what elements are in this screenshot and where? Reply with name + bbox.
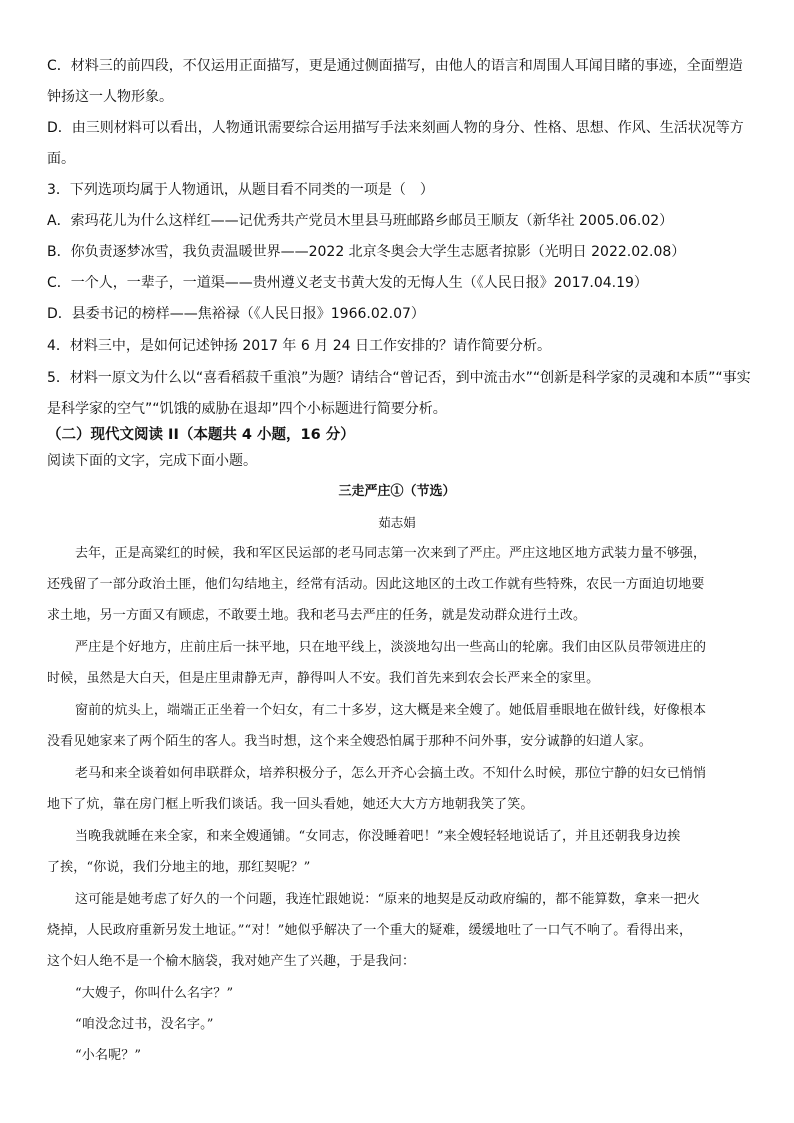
section-heading: （二）现代文阅读 II（本题共 4 小题，16 分） <box>47 427 355 443</box>
question-3-option-b: B．你负责逐梦冰雪，我负责温暖世界——2022 北京冬奥会大学生志愿者掠影（光明日 2022.02.08） <box>47 244 686 260</box>
paragraph-5-line-1: 当晚我就睡在来全家，和来全嫂通铺。“女同志，你没睡着吧！”来全嫂轻轻地说话了，并且还朝我身边挨 <box>75 829 681 844</box>
dialogue-line-2: “咱没念过书，没名字。” <box>75 1017 214 1032</box>
dialogue-line-3: “小名呢？” <box>75 1048 142 1063</box>
paragraph-6-line-3: 这个妇人绝不是一个榆木脑袋，我对她产生了兴趣，于是我问： <box>47 954 416 969</box>
paragraph-6-line-1: 这可能是她考虑了好久的一个问题，我连忙跟她说：“原来的地契是反动政府编的，都不能算数，拿来一把火 <box>75 892 700 907</box>
question-4: 4．材料三中，是如何记述钟扬 2017 年 6 月 24 日工作安排的？请作简要分析。 <box>47 338 551 354</box>
paragraph-1-line-3: 求土地，另一方面又有顾虑，不敢要土地。我和老马去严庄的任务，就是发动群众进行土改。 <box>47 608 587 623</box>
paragraph-1-line-2: 还残留了一部分政治土匪，他们勾结地主，经常有活动。因此这地区的土改工作就有些特殊，农民一方面迫切地要 <box>47 577 705 592</box>
article-title: 三走严庄①（节选） <box>338 484 456 499</box>
paragraph-1-line-1: 去年，正是高粱红的时候，我和军区民运部的老马同志第一次来到了严庄。严庄这地区地方武装力量不够强， <box>75 546 707 561</box>
option-d-line-1: D．由三则材料可以看出，人物通讯需要综合运用描写手法来刻画人物的身分、性格、思想、作风、生活状况等方 <box>47 120 744 136</box>
paragraph-2-line-2: 时候，虽然是大白天，但是庄里肃静无声，静得叫人不安。我们首先来到农会长严来全的家里。 <box>47 671 600 686</box>
question-3-option-d: D．县委书记的榜样——焦裕禄（《人民日报》1966.02.07） <box>47 306 425 322</box>
option-d-line-2: 面。 <box>47 151 75 167</box>
paragraph-4-line-1: 老马和来全谈着如何串联群众，培养积极分子，怎么开齐心会搞土改。不知什么时候，那位宁静的妇女已悄悄 <box>75 766 707 781</box>
question-5-line-2: 是科学家的空气”“饥饿的威胁在退却”四个小标题进行简要分析。 <box>47 401 447 417</box>
article-author: 茹志娟 <box>378 515 416 530</box>
paragraph-4-line-2: 地下了炕，靠在房门框上听我们谈话。我一回头看她，她还大大方方地朝我笑了笑。 <box>47 797 534 812</box>
paragraph-6-line-2: 烧掉，人民政府重新另发土地证。”“对！”她似乎解决了一个重大的疑难，缓缓地吐了一口气不响了。看得出来， <box>47 923 693 938</box>
paragraph-2-line-1: 严庄是个好地方，庄前庄后一抹平地，只在地平线上，淡淡地勾出一些高山的轮廓。我们由区队员带领进庄的 <box>75 640 707 655</box>
paragraph-3-line-2: 没看见她家来了两个陌生的客人。我当时想，这个来全嫂恐怕属于那种不问外事，安分诚静的妇道人家。 <box>47 734 652 749</box>
paragraph-3-line-1: 窗前的炕头上，端端正正坐着一个妇女，有二十多岁，这大概是来全嫂了。她低眉垂眼地在做针线，好像根本 <box>75 703 707 718</box>
section-instruction: 阅读下面的文字，完成下面小题。 <box>47 453 257 469</box>
paragraph-5-line-2: 了挨，“你说，我们分地主的地，那红契呢？” <box>47 860 311 875</box>
question-3-option-a: A．索玛花儿为什么这样红——记优秀共产党员木里县马班邮路乡邮员王顺友（新华社 2005.06.02） <box>47 213 674 229</box>
question-3-option-c: C．一个人，一辈子，一道渠——贵州遵义老支书黄大发的无悔人生（《人民日报》2017.04.19） <box>47 275 648 291</box>
option-c-line-2: 钟扬这一人物形象。 <box>47 89 173 105</box>
option-c-line-1: C．材料三的前四段，不仅运用正面描写，更是通过侧面描写，由他人的语言和周围人耳闻目睹的事迹，全面塑造 <box>47 58 743 74</box>
question-3: 3．下列选项均属于人物通讯，从题目看不同类的一项是（ ） <box>47 182 434 198</box>
dialogue-line-1: “大嫂子，你叫什么名字？” <box>75 986 234 1001</box>
question-5-line-1: 5．材料一原文为什么以“喜看稻菽千重浪”为题？请结合“曾记否，到中流击水”“创新是科学家的灵魂和本质”“事实 <box>47 370 751 386</box>
